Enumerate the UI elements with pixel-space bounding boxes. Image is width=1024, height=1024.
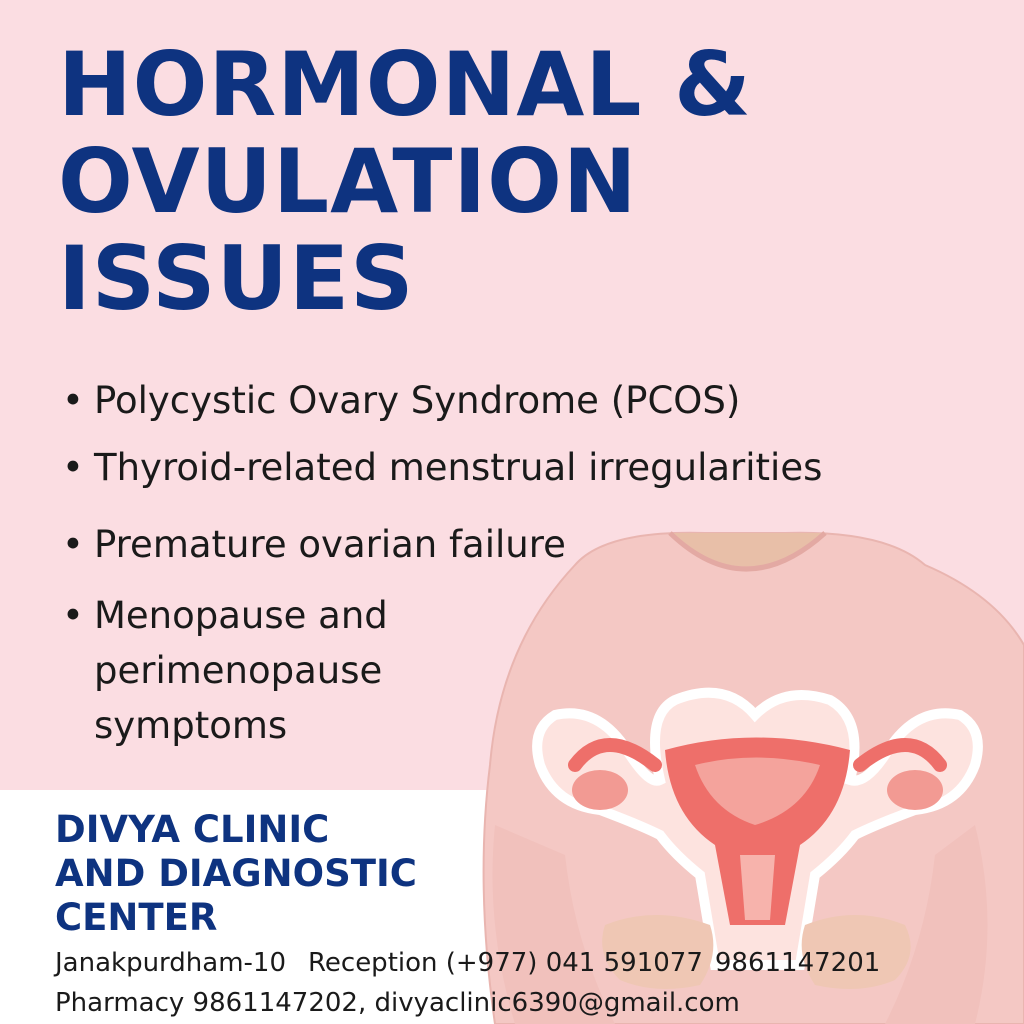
list-item: • Menopause and perimenopause symptoms bbox=[62, 588, 454, 753]
pharmacy-phone: Pharmacy 9861147202, bbox=[55, 988, 367, 1018]
contact-line-1 bbox=[55, 948, 880, 978]
list-item: • Polycystic Ovary Syndrome (PCOS) bbox=[62, 370, 862, 432]
clinic-name bbox=[55, 808, 455, 940]
clinic-address: Janakpurdham-10 bbox=[55, 948, 286, 978]
clinic-name-line-2: AND DIAGNOSTIC bbox=[55, 852, 417, 895]
clinic-email: divyaclinic6390@gmail.com bbox=[374, 988, 740, 1018]
reception-phone: Reception (+977) 041 591077 bbox=[308, 948, 703, 978]
title-line-3: ISSUES bbox=[58, 227, 415, 330]
reception-mobile: 9861147201 bbox=[714, 948, 881, 978]
list-item: • Thyroid-related menstrual irregularities bbox=[62, 426, 862, 510]
list-item: • Premature ovarian failure bbox=[62, 514, 862, 576]
contact-line-2 bbox=[55, 988, 740, 1018]
clinic-name-line-3: CENTER bbox=[55, 896, 218, 939]
page-title bbox=[58, 33, 752, 330]
title-line-1: HORMONAL & bbox=[58, 33, 752, 136]
clinic-name-line-1: DIVYA CLINIC bbox=[55, 808, 330, 851]
title-line-2: OVULATION bbox=[58, 130, 638, 233]
issues-list bbox=[62, 370, 862, 753]
